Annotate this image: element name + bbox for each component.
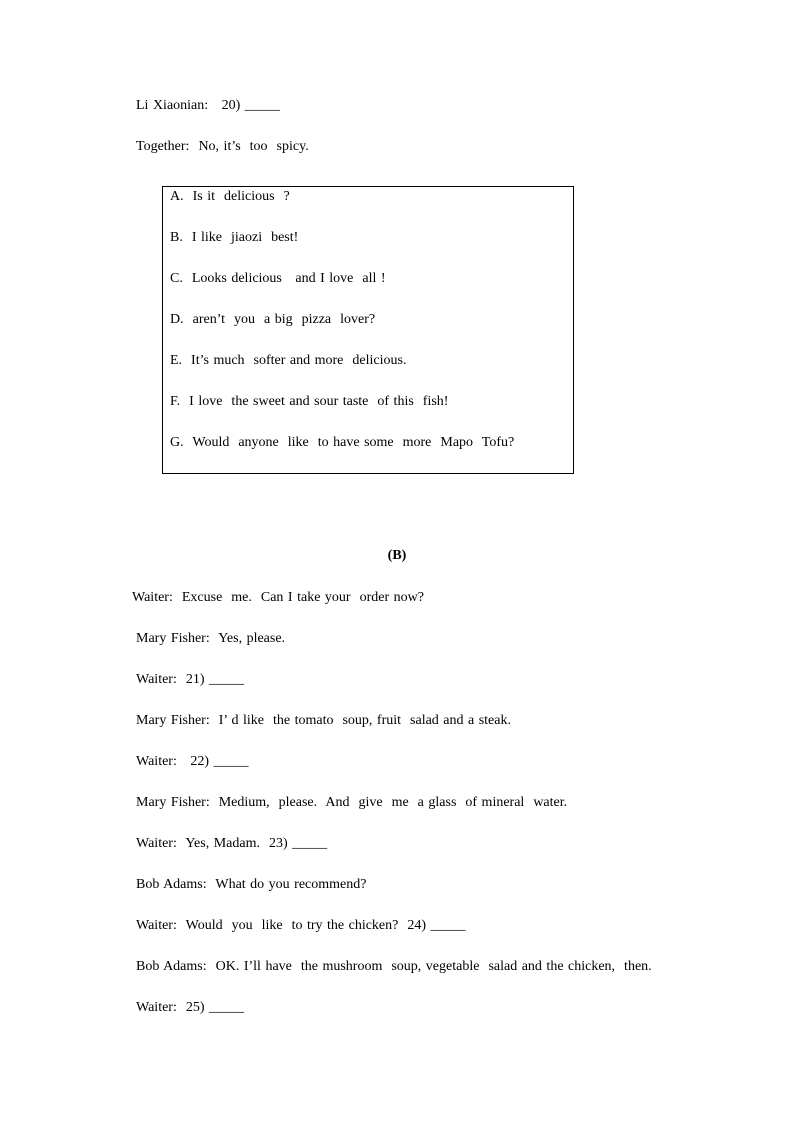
dialogue-line-bob-recommend: Bob Adams: What do you recommend? — [136, 877, 367, 892]
dialogue-line-mary-medium: Mary Fisher: Medium, please. And give me a glass of mineral water. — [136, 795, 568, 810]
option-g: G. Would anyone like to have some more Mapo Tofu? — [170, 435, 515, 450]
dialogue-line-waiter-22: Waiter: 22) _____ — [136, 754, 249, 769]
dialogue-line-mary-yes: Mary Fisher: Yes, please. — [136, 631, 286, 646]
dialogue-line-waiter-23: Waiter: Yes, Madam. 23) _____ — [136, 836, 328, 851]
section-b-heading: (B) — [387, 548, 407, 563]
dialogue-line-waiter-21: Waiter: 21) _____ — [136, 672, 245, 687]
option-b: B. I like jiaozi best! — [170, 230, 299, 245]
dialogue-line-waiter-25: Waiter: 25) _____ — [136, 1000, 245, 1015]
option-a: A. Is it delicious ? — [170, 189, 290, 204]
option-f: F. I love the sweet and sour taste of this fish! — [170, 394, 449, 409]
dialogue-line-together: Together: No, it’s too spicy. — [136, 139, 309, 154]
dialogue-line-mary-order: Mary Fisher: I’ d like the tomato soup, fruit salad and a steak. — [136, 713, 511, 728]
dialogue-line-li-xiaonian-20: Li Xiaonian: 20) _____ — [136, 98, 280, 113]
option-c: C. Looks delicious and I love all ! — [170, 271, 386, 286]
answer-options-box — [162, 186, 574, 474]
option-d: D. aren’t you a big pizza lover? — [170, 312, 376, 327]
dialogue-line-waiter-24: Waiter: Would you like to try the chicken? 24) _____ — [136, 918, 466, 933]
dialogue-line-waiter-order: Waiter: Excuse me. Can I take your order now? — [132, 590, 424, 605]
option-e: E. It’s much softer and more delicious. — [170, 353, 407, 368]
dialogue-line-bob-order: Bob Adams: OK. I’ll have the mushroom soup, vegetable salad and the chicken, then. — [136, 959, 652, 974]
